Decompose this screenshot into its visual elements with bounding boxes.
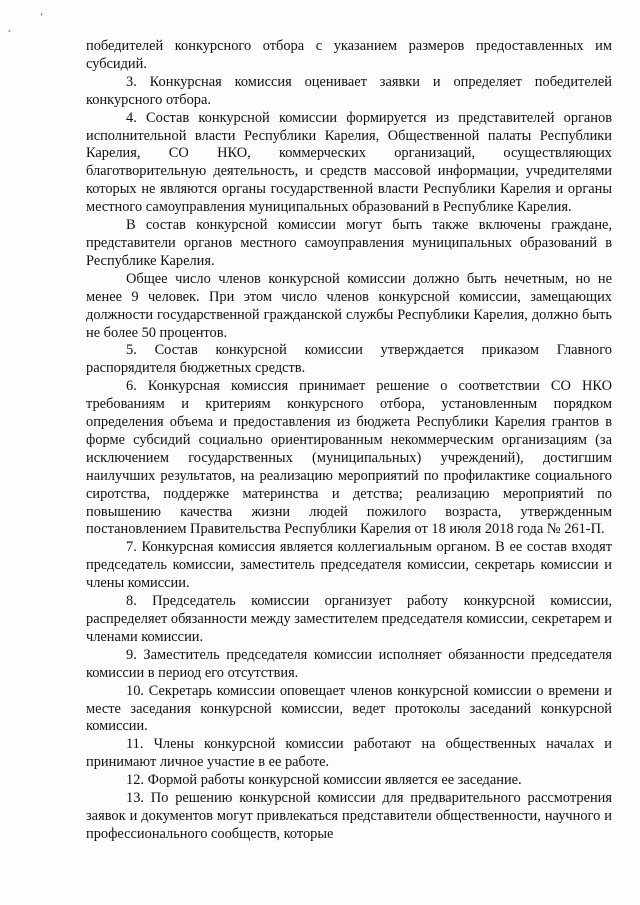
paragraph: 5. Состав конкурсной комиссии утверждается приказом Главного распорядителя бюджетных средств. <box>86 342 612 377</box>
paragraph: Общее число членов конкурсной комиссии должно быть нечетным, но не менее 9 человек. При этом число членов конкурсной комиссии, замещающих должности государственной гражданской службы Республики Карелия, должно быть не более 50 процентов. <box>86 270 612 341</box>
paragraph: 10. Секретарь комиссии оповещает членов конкурсной комиссии о времени и месте заседания конкурсной комиссии, ведет протоколы заседаний конкурсной комиссии. <box>86 682 612 735</box>
paragraph: 13. По решению конкурсной комиссии для предварительного рассмотрения заявок и документов могут привлекаться представители общественности, научного и профессионального сообществ, которые <box>86 790 612 842</box>
paragraph: 12. Формой работы конкурсной комиссии является ее заседание. <box>126 772 522 789</box>
document-body <box>86 38 612 844</box>
paragraph: 4. Состав конкурсной комиссии формируется из представителей органов исполнительной власти Республики Карелия, Общественной палаты Республики Карелия, СО НКО, коммерческих организаций, осуществляющих благотворительную деятельность, и средств массовой информации, учредителями которых не являются органы государственной власти Республики Карелия и органы местного самоуправления муниципальных образований в Республике Карелия. <box>86 109 612 216</box>
paragraph: победителей конкурсного отбора с указанием размеров предоставленных им субсидий. <box>86 38 612 72</box>
paragraph: 8. Председатель комиссии организует работу конкурсной комиссии, распределяет обязанности между заместителем председателя комиссии, секретарем и членами комиссии. <box>86 593 612 645</box>
scan-mark: ˛ <box>8 22 12 33</box>
paragraph: 9. Заместитель председателя комиссии исполняет обязанности председателя комиссии в период его отсутствия. <box>86 646 612 681</box>
paragraph: 11. Члены конкурсной комиссии работают на общественных началах и принимают личное участие в ее работе. <box>86 736 612 771</box>
paragraph: 3. Конкурсная комиссия оценивает заявки и определяет победителей конкурсного отбора. <box>86 73 612 108</box>
paragraph: 7. Конкурсная комиссия является коллегиальным органом. В ее состав входят председатель комиссии, заместитель председателя комиссии, секретарь комиссии и члены комиссии. <box>86 539 612 592</box>
scan-mark: ʻ <box>40 12 44 23</box>
paragraph: 6. Конкурсная комиссия принимает решение о соответствии СО НКО требованиям и критериям конкурсного отбора, установленным порядком определения объема и предоставления из бюджета Республики Карелия грантов в форме субсидий социально ориентированным некоммерческим организациям (за исключением государственных (муниципальных) учреждений), достигшим наилучших результатов, на реализацию мероприятий по профилактике социального сиротства, поддержке материнства и детства; реализацию мероприятий по повышению качества жизни людей пожилого возраста, утвержденным постановлением Правительства Республики Карелия от 18 июля 2018 года № 261-П. <box>86 378 612 538</box>
paragraph: В состав конкурсной комиссии могут быть также включены граждане, представители органов местного самоуправления муниципальных образований в Республике Карелия. <box>86 217 612 269</box>
